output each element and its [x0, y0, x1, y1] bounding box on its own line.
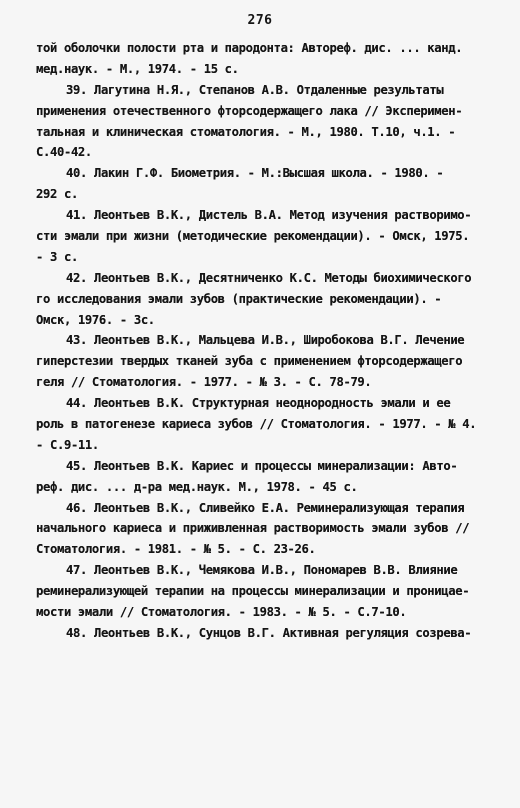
text-line: 292 с.	[36, 187, 78, 202]
text-line: го исследования эмали зубов (практические рекомендации). -	[36, 291, 442, 306]
text-line: С.40-42.	[36, 145, 92, 160]
text-line: - С.9-11.	[36, 437, 99, 452]
text-line: 42. Леонтьев В.К., Десятниченко К.С. Методы биохимического	[66, 270, 472, 285]
text-line: 41. Леонтьев В.К., Дистель В.А. Метод изучения растворимо-	[66, 208, 472, 223]
text-line: 43. Леонтьев В.К., Мальцева И.В., Широбокова В.Г. Лечение	[66, 333, 465, 348]
text-line: реф. дис. ... д-ра мед.наук. М., 1978. - 45 с.	[36, 479, 358, 494]
text-line: роль в патогенезе кариеса зубов // Стоматология. - 1977. - № 4.	[36, 417, 477, 432]
text-line: 45. Леонтьев В.К. Кариес и процессы минерализации: Авто-	[66, 458, 458, 473]
text-line: той оболочки полости рта и пародонта: Автореф. дис. ... канд.	[36, 41, 463, 55]
text-line: Омск, 1976. - 3с.	[36, 312, 155, 327]
text-line: начального кариеса и приживленная растворимость эмали зубов //	[36, 521, 470, 536]
text-line: 44. Леонтьев В.К. Структурная неоднородность эмали и ее	[66, 396, 451, 411]
page-number: 276	[247, 13, 273, 28]
text-line: 47. Леонтьев В.К., Чемякова И.В., Пономарев В.В. Влияние	[66, 563, 458, 578]
text-line: мости эмали // Стоматология. - 1983. - № 5. - С.7-10.	[36, 605, 407, 620]
text-line: 46. Леонтьев В.К., Сливейко Е.А. Реминерализующая терапия	[66, 500, 465, 515]
bibliography-text	[36, 38, 498, 644]
text-line: сти эмали при жизни (методические рекомендации). - Омск, 1975.	[36, 229, 470, 244]
text-line: геля // Стоматология. - 1977. - № 3. - С. 78-79.	[36, 375, 372, 390]
text-line: 48. Леонтьев В.К., Сунцов В.Г. Активная регуляция созрева-	[66, 625, 472, 640]
text-line: тальная и клиническая стоматология. - М., 1980. Т.10, ч.1. -	[36, 124, 456, 139]
text-line: реминерализующей терапии на процессы минерализации и проницае-	[36, 584, 470, 599]
text-line: гиперстезии твердых тканей зуба с применением фторсодержащего	[36, 354, 463, 369]
text-line: 39. Лагутина Н.Я., Степанов А.В. Отдаленные результаты	[66, 82, 444, 97]
text-line: Стоматология. - 1981. - № 5. - С. 23-26.	[36, 542, 316, 557]
text-line: 40. Лакин Г.Ф. Биометрия. - М.:Высшая школа. - 1980. -	[66, 166, 444, 181]
text-line: - 3 с.	[36, 249, 78, 264]
text-line: применения отечественного фторсодержащего лака // Эксперимен-	[36, 103, 463, 118]
text-line: мед.наук. - М., 1974. - 15 с.	[36, 61, 239, 76]
